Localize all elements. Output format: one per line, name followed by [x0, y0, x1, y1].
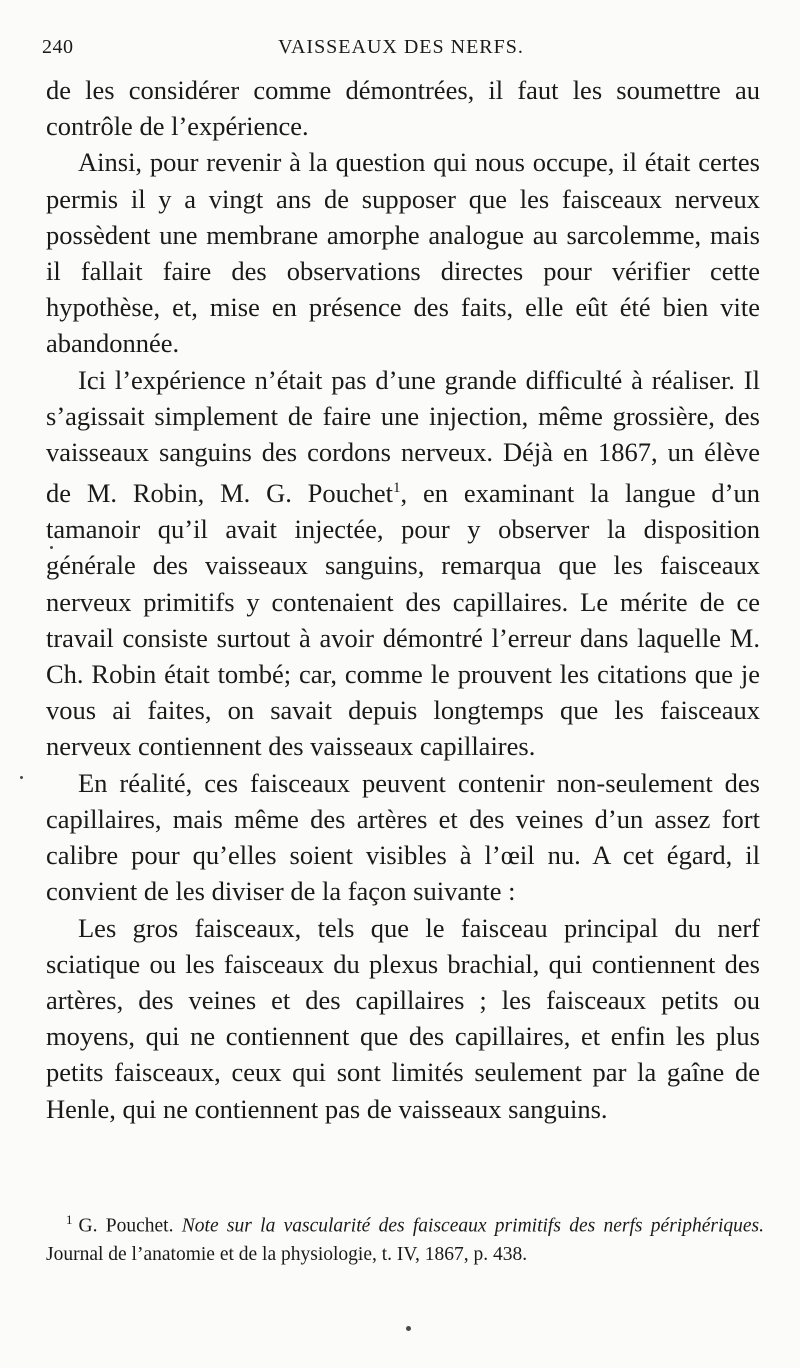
paragraph-3-text-after-note: , en examinant la langue d’un tamanoir qu’il avait injectée, pour y observer la disposition générale des vaisseaux sanguins, remarqua que les faisceaux nerveux primitifs y contenaient des capillaires. Le mérite de ce travail consiste surtout à avoir démontré l’erreur dans laquelle M. Ch. Robin était tombé; car, comme le prouvent les citations que je vous ai faites, on savait depuis longtemps que les faisceaux nerveux contiennent des vaisseaux capillaires.: [46, 478, 760, 762]
footnote-title: Note sur la vascularité des faisceaux primitifs des nerfs périphériques.: [181, 1215, 765, 1237]
paragraph-3: [46, 362, 760, 765]
paragraph-3-text-before-note: Ici l’expérience n’était pas d’une grande difficulté à réaliser. Il s’agissait simplement de faire une injection, même grossière, des vaisseaux sanguins des cordons nerveux. Déjà en 1867, un élève de M. Robin, M. G. Pouchet: [46, 364, 760, 509]
footnote-mark: 1: [66, 1212, 73, 1227]
paragraph-5: Les gros faisceaux, tels que le faisceau principal du nerf sciatique ou les faisceaux du plexus brachial, qui contiennent des artères, des veines et des capillaires ; les faisceaux petits ou moyens, qui ne contiennent que des capillaires, et enfin les plus petits faisceaux, ceux qui sont limités seulement par la gaîne de Henle, qui ne contiennent pas de vaisseaux sanguins.: [46, 912, 760, 1124]
paragraph-4: En réalité, ces faisceaux peuvent contenir non-seulement des capillaires, mais même des artères et des veines d’un assez fort calibre pour qu’elles soient visibles à l’œil nu. A cet égard, il convient de les diviser de la façon suivante :: [46, 767, 760, 907]
footnote-reference: 1: [393, 480, 401, 497]
paper-speck: [50, 546, 53, 549]
body-text: [46, 72, 760, 1127]
footnote: [46, 1206, 764, 1269]
paragraph-1: de les considérer comme démontrées, il faut les soumettre au contrôle de l’expérience.: [46, 75, 760, 142]
paper-speck: [406, 1326, 411, 1331]
running-head: VAISSEAUX DES NERFS.: [278, 36, 524, 58]
page-header: [42, 36, 760, 66]
paper-speck: [20, 776, 23, 779]
footnote-author: G. Pouchet.: [78, 1215, 174, 1237]
paragraph-2: Ainsi, pour revenir à la question qui nous occupe, il était certes permis il y a vingt ans de supposer que les faisceaux nerveux possèdent une membrane amorphe analogue au sarcolemme, mais il fallait faire des observations directes pour vérifier cette hypothèse, et, mise en présence des faits, elle eût été bien vite abandonnée.: [46, 147, 760, 359]
page-number: 240: [42, 36, 74, 58]
footnote-reference-text: Journal de l’anatomie et de la physiologie, t. IV, 1867, p. 438.: [46, 1243, 528, 1265]
